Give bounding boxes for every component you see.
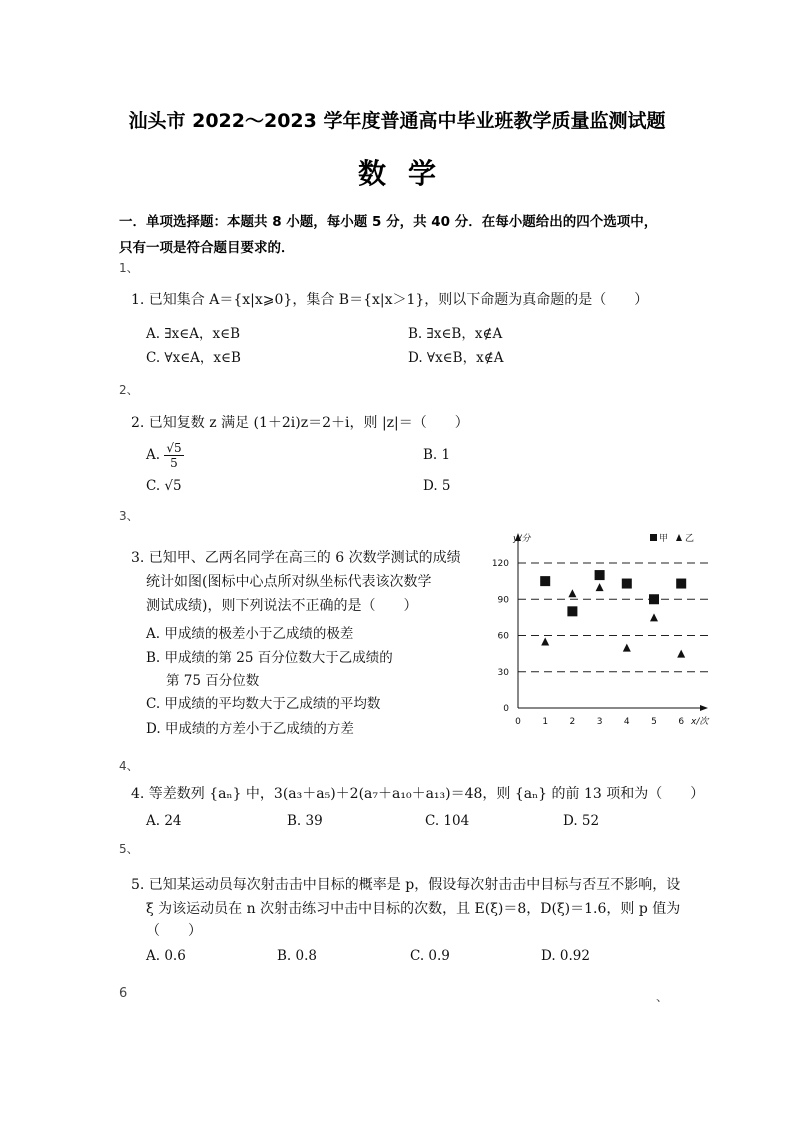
- stray-punctuation: 、: [656, 990, 669, 1004]
- question-2-option-d[interactable]: D. 5: [423, 478, 451, 494]
- x-tick-label: 6: [678, 717, 685, 727]
- question-5-option-b[interactable]: B. 0.8: [277, 948, 317, 964]
- exam-title: 汕头市 2022～2023 学年度普通高中毕业班教学质量监测试题: [128, 110, 666, 132]
- question-2-option-b[interactable]: B. 1: [423, 447, 451, 463]
- question-5-option-c[interactable]: C. 0.9: [410, 948, 450, 964]
- legend: [650, 533, 694, 544]
- question-3-option-b-cont: 第 75 百分位数: [166, 673, 260, 689]
- data-point-yi: [568, 589, 576, 597]
- subject-title: 数学: [357, 157, 458, 190]
- x-axis-arrow: [700, 705, 708, 711]
- question-5-option-a[interactable]: A. 0.6: [146, 948, 186, 964]
- question-marker: 5、: [119, 842, 139, 856]
- question-1-option-b[interactable]: B. ∃x∈B，x∉A: [408, 326, 503, 342]
- data-points: [540, 570, 686, 658]
- question-3-option-d[interactable]: D. 甲成绩的方差小于乙成绩的方差: [146, 721, 354, 737]
- question-4-option-d[interactable]: D. 52: [563, 813, 600, 829]
- y-tick-label: 90: [497, 595, 509, 606]
- x-axis-label: x/次: [691, 717, 709, 727]
- question-2-option-a[interactable]: [146, 441, 184, 470]
- x-tick-label: 2: [569, 717, 576, 727]
- data-point-jia: [622, 579, 632, 589]
- y-tick-labels: [492, 559, 509, 714]
- y-tick-label: 30: [497, 667, 509, 678]
- question-1-option-d[interactable]: D. ∀x∈B，x∉A: [408, 350, 504, 366]
- question-3-option-a[interactable]: A. 甲成绩的极差小于乙成绩的极差: [146, 626, 354, 642]
- legend-triangle-marker: [676, 534, 682, 541]
- data-point-jia: [567, 606, 577, 616]
- x-tick-labels: [515, 717, 684, 727]
- y-tick-label: 60: [497, 631, 509, 642]
- fraction: [164, 441, 183, 470]
- data-point-yi: [677, 650, 685, 658]
- question-5-stem-line3: （ ）: [146, 923, 202, 939]
- data-point-jia: [649, 594, 659, 604]
- question-marker: 3、: [119, 509, 139, 523]
- section-instructions-line2: 只有一项是符合题目要求的．: [119, 240, 295, 256]
- data-point-yi: [541, 638, 549, 646]
- question-4-stem: 4. 等差数列 {aₙ} 中，3(a₃＋a₅)＋2(a₇＋a₁₀＋a₁₃)＝48，则 {aₙ} 的前 13 项和为（ ）: [131, 786, 705, 802]
- data-point-yi: [596, 583, 604, 591]
- question-3-stem-line3: 测试成绩)，则下列说法不正确的是（ ）: [146, 598, 418, 614]
- x-tick-label: 4: [623, 717, 630, 727]
- x-tick-label: 3: [596, 717, 603, 727]
- axes: [515, 533, 708, 711]
- x-tick-label: 1: [542, 717, 549, 727]
- question-2-stem: 2. 已知复数 z 满足 (1＋2i)z＝2＋i，则 |z|＝（ ）: [131, 415, 469, 431]
- question-1-stem: 1. 已知集合 A＝{x|x⩾0}，集合 B＝{x|x＞1}，则以下命题为真命题的是（ ）: [131, 292, 649, 308]
- scatter-chart: [485, 525, 715, 735]
- legend-label-jia: 甲: [659, 534, 669, 544]
- question-2-option-c[interactable]: C. √5: [146, 478, 182, 494]
- question-6-marker: 6: [119, 986, 128, 1001]
- question-3-option-b[interactable]: B. 甲成绩的第 25 百分位数大于乙成绩的: [146, 650, 393, 666]
- data-point-jia: [540, 576, 550, 586]
- question-marker: 2、: [119, 383, 139, 397]
- question-5-option-d[interactable]: D. 0.92: [541, 948, 590, 964]
- question-1-option-c[interactable]: C. ∀x∈A，x∈B: [146, 350, 241, 366]
- data-point-jia: [676, 579, 686, 589]
- x-tick-label: 5: [651, 717, 657, 727]
- question-3-stem-line2: 统计如图(图标中心点所对纵坐标代表该次数学: [146, 574, 432, 590]
- option-a-label: A.: [146, 447, 161, 463]
- question-4-option-a[interactable]: A. 24: [146, 813, 182, 829]
- fraction-denominator: 5: [170, 456, 178, 470]
- data-point-yi: [650, 613, 658, 621]
- data-point-jia: [595, 570, 605, 580]
- fraction-numerator: √5: [166, 441, 182, 455]
- question-marker: 1、: [119, 261, 139, 275]
- question-marker: 4、: [119, 759, 139, 773]
- section-instructions-line1: 一．单项选择题：本题共 8 小题，每小题 5 分，共 40 分．在每小题给出的四个选项中，: [119, 214, 658, 230]
- y-tick-label: 120: [491, 559, 509, 569]
- question-3-stem-line1: 3. 已知甲、乙两名同学在高三的 6 次数学测试的成绩: [131, 550, 461, 566]
- question-5-stem-line2: ξ 为该运动员在 n 次射击练习中击中目标的次数，且 E(ξ)＝8，D(ξ)＝1.6，则 p 值为: [146, 901, 681, 917]
- legend-label-yi: 乙: [685, 534, 695, 544]
- question-3-option-c[interactable]: C. 甲成绩的平均数大于乙成绩的平均数: [146, 696, 381, 712]
- question-1-option-a[interactable]: A. ∃x∈A，x∈B: [146, 326, 241, 342]
- y-tick-label: 0: [503, 704, 509, 714]
- question-4-option-b[interactable]: B. 39: [287, 813, 323, 829]
- data-point-yi: [623, 644, 631, 652]
- x-tick-label: 0: [515, 717, 521, 727]
- question-4-option-c[interactable]: C. 104: [425, 813, 470, 829]
- question-5-stem-line1: 5. 已知某运动员每次射击击中目标的概率是 p，假设每次射击击中目标与否互不影响，设: [131, 877, 681, 893]
- y-axis-label: y/分: [513, 534, 531, 544]
- legend-square-marker: [650, 534, 657, 541]
